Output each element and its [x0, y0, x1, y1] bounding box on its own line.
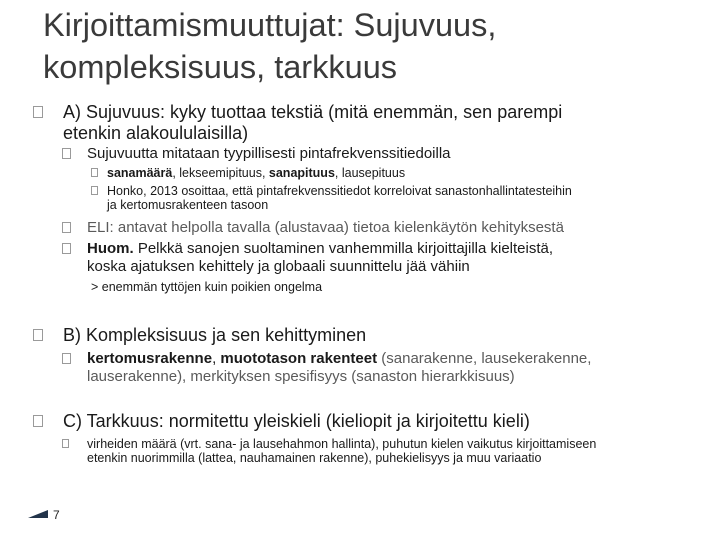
bullet-a-sub1-child1-text — [107, 166, 405, 180]
bullet-c-sub1-line1: virheiden määrä (vrt. sana- ja lausehahmon hallinta), puhutun kielen vaikutus kirjoittamiseen — [87, 437, 597, 451]
text-span: (sanarakenne, lausekerakenne, — [377, 350, 592, 367]
bullet-b-text: B) Kompleksisuus ja sen kehittyminen — [63, 325, 367, 345]
bullet-square-icon — [33, 415, 43, 427]
bullet-b-sub1-line2: lauserakenne), merkityksen spesifisyys (sanaston hierarkkisuus) — [87, 368, 515, 385]
bullet-a-sub1-child2-line2: ja kertomusrakenteen tasoon — [107, 198, 269, 212]
bullet-square-icon — [91, 186, 98, 195]
bullet-a-sub3 — [62, 240, 553, 276]
bullet-square-icon — [91, 168, 98, 177]
page-number: 7 — [53, 508, 60, 522]
bullet-a-sub2 — [62, 219, 564, 237]
bullet-c-sub1 — [62, 437, 596, 465]
text-span: , lekseemipituus, — [172, 166, 269, 180]
bullet-square-icon — [62, 243, 71, 254]
bullet-a-sub1-child2-line1: Honko, 2013 osoittaa, että pintafrekvenssitiedot korreloivat sanastonhallintatesteihin — [107, 184, 572, 198]
bullet-a — [33, 102, 562, 144]
bullet-a-sub3-line1 — [87, 240, 553, 258]
text-span: , lausepituus — [334, 166, 406, 180]
bullet-b — [33, 325, 366, 346]
bullet-square-icon — [62, 439, 69, 448]
bullet-a-sub3-line2: koska ajatuksen kehittely ja globaali suunnittelu jää vähiin — [87, 258, 470, 275]
bullet-square-icon — [33, 329, 43, 341]
term-muototason-rakenteet: muototason rakenteet — [220, 350, 378, 367]
bullet-a-line1: A) Sujuvuus: kyky tuottaa tekstiä (mitä enemmän, sen parempi — [63, 102, 563, 122]
term-sanapituus: sanapituus — [268, 166, 335, 180]
bullet-c-sub1-line2: etenkin nuorimmilla (lattea, nauhamainen rakenne), puhekielisyys ja muu variaatio — [87, 451, 542, 465]
text-span: , — [212, 350, 221, 367]
bullet-square-icon — [62, 148, 71, 159]
huom-label: Huom. — [87, 240, 134, 257]
note-tyttojen: > enemmän tyttöjen kuin poikien ongelma — [91, 280, 323, 294]
term-kertomusrakenne: kertomusrakenne — [87, 350, 213, 367]
bullet-square-icon — [62, 222, 71, 233]
bullet-square-icon — [62, 353, 71, 364]
slide-title: Kirjoittamismuuttujat: Sujuvuus, kompleksisuus, tarkkuus — [43, 7, 497, 85]
bullet-c-text: C) Tarkkuus: normitettu yleiskieli (kieliopit ja kirjoitettu kieli) — [63, 411, 530, 431]
bullet-a-sub2-text: ELI: antavat helpolla tavalla (alustavaa) tietoa kielenkäytön kehityksestä — [87, 219, 564, 236]
text-span: Pelkkä sanojen suoltaminen vanhemmilla kirjoittajilla kielteistä, — [133, 240, 554, 257]
bullet-a-sub1-child2 — [91, 184, 572, 212]
bullet-b-sub1-line1 — [87, 350, 591, 368]
bullet-a-sub1-text: Sujuvuutta mitataan tyypillisesti pintafrekvenssitiedoilla — [87, 145, 451, 162]
bullet-a-sub1-child1 — [91, 166, 405, 180]
bullet-square-icon — [33, 106, 43, 118]
footer-accent-shape — [28, 510, 48, 518]
bullet-a-line2: etenkin alakoululaisilla) — [63, 123, 249, 143]
bullet-c — [33, 411, 530, 432]
bullet-b-sub1 — [62, 350, 591, 386]
term-sanamaara: sanamäärä — [107, 166, 173, 180]
bullet-a-sub1 — [62, 145, 451, 163]
